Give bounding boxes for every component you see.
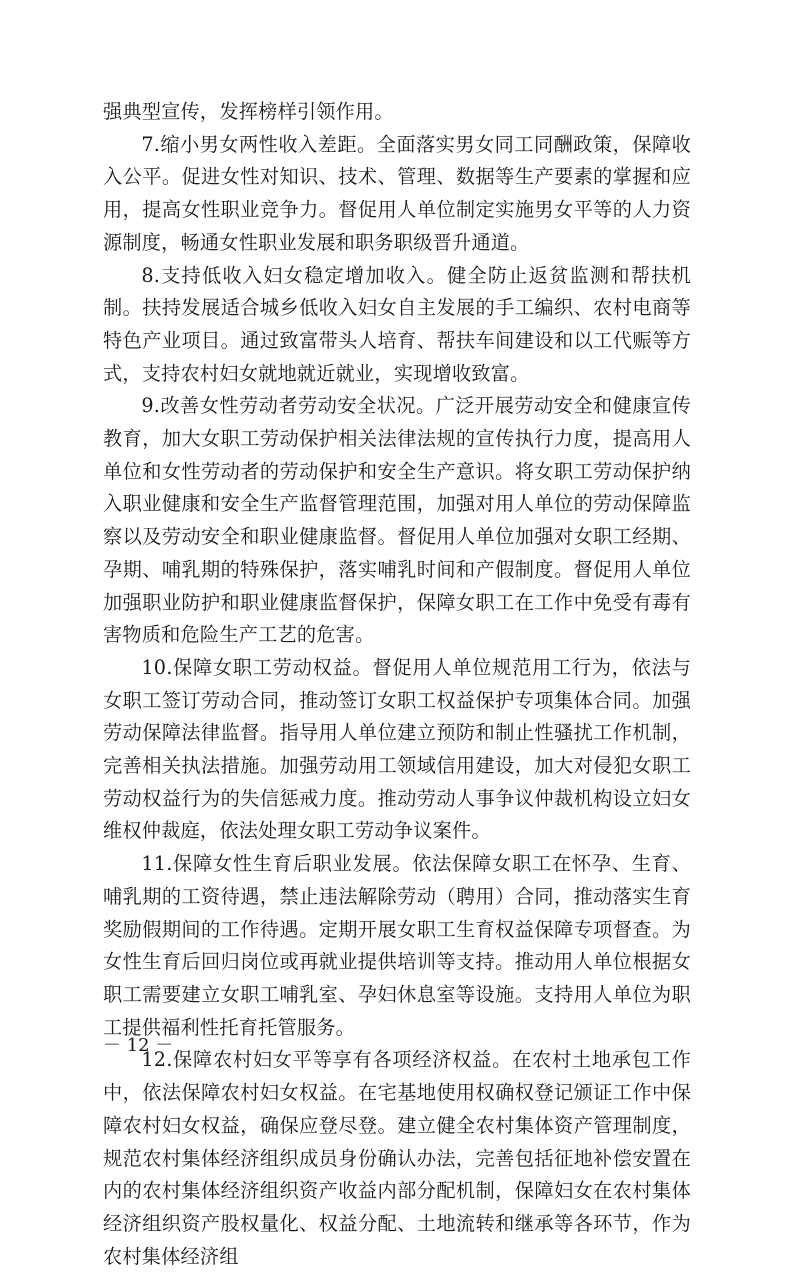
paragraph-item-8: 8.支持低收入妇女稳定增加收入。健全防止返贫监测和帮扶机制。扶持发展适合城乡低收入妇女自主发展的手工编织、农村电商等特色产业项目。通过致富带头人培育、帮扶车间建设和以工代赈等方式，支持农村妇女就地就近就业，实现增收致富。 <box>103 263 691 385</box>
body-text <box>103 96 691 1273</box>
paragraph-item-10: 10.保障女职工劳动权益。督促用人单位规范用工行为，依法与女职工签订劳动合同，推动签订女职工权益保护专项集体合同。加强劳动保障法律监督。指导用人单位建立预防和制止性骚扰工作机制，完善相关执法措施。加强劳动用工领域信用建设，加大对侵犯女职工劳动权益行为的失信惩戒力度。推动劳动人事争议仲裁机构设立妇女维权仲裁庭，依法处理女职工劳动争议案件。 <box>103 655 691 843</box>
paragraph-item-11: 11.保障女性生育后职业发展。依法保障女职工在怀孕、生育、哺乳期的工资待遇，禁止违法解除劳动（聘用）合同，推动落实生育奖励假期间的工作待遇。定期开展女职工生育权益保障专项督查。为女性生育后回归岗位或再就业提供培训等支持。推动用人单位根据女职工需要建立女职工哺乳室、孕妇休息室等设施。支持用人单位为职工提供福利性托育托管服务。 <box>103 852 691 1039</box>
page-number: － 12 － <box>103 1035 174 1056</box>
paragraph-item-12: 12.保障农村妇女平等享有各项经济权益。在农村土地承包工作中，依法保障农村妇女权益。在宅基地使用权确权登记颁证工作中保障农村妇女权益，确保应登尽登。建立健全农村集体资产管理制度，规范农村集体经济组织成员身份确认办法，完善包括征地补偿安置在内的农村集体经济组织资产收益内部分配机制，保障妇女在农村集体经济组织资产股权量化、权益分配、土地流转和继承等各环节，作为农村集体经济组 <box>103 1048 691 1268</box>
paragraph-item-9: 9.改善女性劳动者劳动安全状况。广泛开展劳动安全和健康宣传教育，加大女职工劳动保护相关法律法规的宣传执行力度，提高用人单位和女性劳动者的劳动保护和安全生产意识。将女职工劳动保护纳入职业健康和安全生产监督管理范围，加强对用人单位的劳动保障监察以及劳动安全和职业健康监督。督促用人单位加强对女职工经期、孕期、哺乳期的特殊保护，落实哺乳时间和产假制度。督促用人单位加强职业防护和职业健康监督保护，保障女职工在工作中免受有毒有害物质和危险生产工艺的危害。 <box>103 394 691 647</box>
paragraph-continued: 强典型宣传，发挥榜样引领作用。 <box>103 100 394 123</box>
paragraph-item-7: 7.缩小男女两性收入差距。全面落实男女同工同酬政策，保障收入公平。促进女性对知识、技术、管理、数据等生产要素的掌握和应用，提高女性职业竞争力。督促用人单位制定实施男女平等的人力资源制度，畅通女性职业发展和职务职级晋升通道。 <box>103 132 691 254</box>
